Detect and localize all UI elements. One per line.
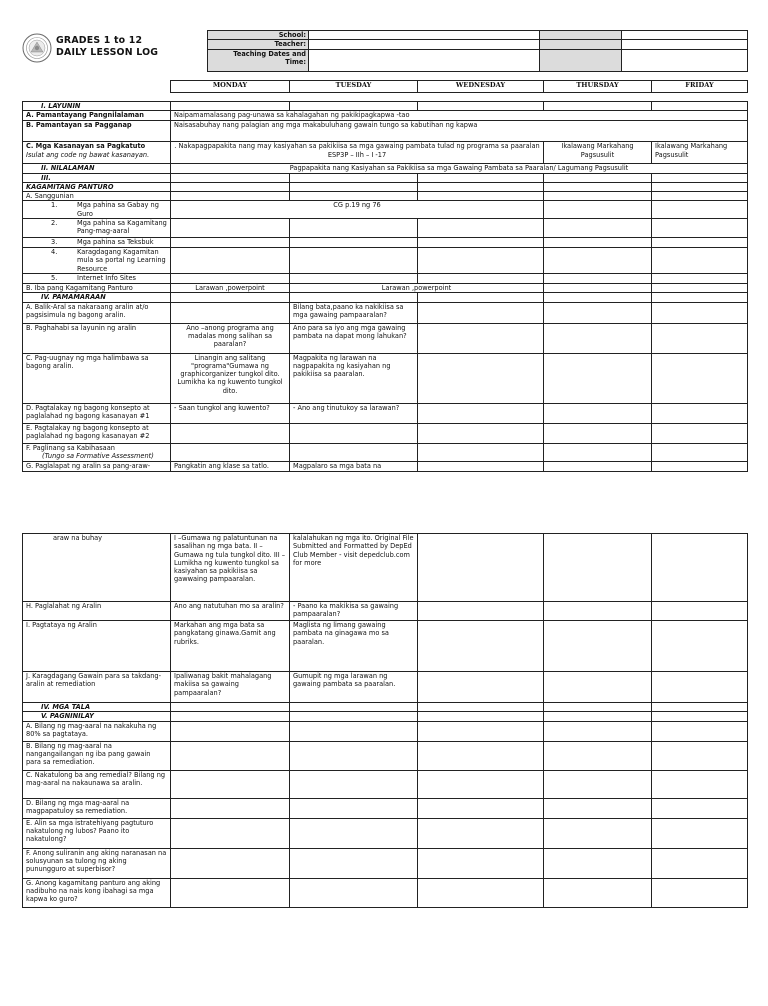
tuesday-cell: Bilang bata,paano ka nakikiisa sa mga gawaing pampaaralan? <box>290 302 418 323</box>
lesson-table-page-1 <box>22 101 748 472</box>
table-row <box>23 293 748 302</box>
table-row <box>23 111 748 121</box>
table-row: F. Paglinang sa Kabihasaan (Tungo sa Formative Assessment) <box>23 443 748 461</box>
kagamitang-heading: KAGAMITANG PANTURO <box>23 182 171 191</box>
deped-seal-logo <box>22 33 52 63</box>
row-content: Pagpapakita nang Kasiyahan sa Pakikiisa sa mga Gawaing Pambata sa Paaralan/ Lagumang Pagsusulit <box>171 164 748 173</box>
table-row: III. <box>23 173 748 182</box>
table-row <box>23 182 748 191</box>
monday-cell: Pangkatin ang klase sa tatlo. <box>171 461 290 471</box>
table-row <box>23 121 748 142</box>
monday-cell: Larawan ,powerpoint <box>171 283 290 292</box>
header-info-table <box>207 30 748 72</box>
teacher-label: Teacher: <box>208 40 309 49</box>
pagninilay-heading: V. PAGNINILAY <box>23 712 171 721</box>
tuesday-cell: Magpalaro sa mga bata na <box>290 461 418 471</box>
dates-label: Teaching Dates and Time: <box>208 49 309 71</box>
monday-cell: Ipaliwanag bakit mahalagang makiisa sa gawaing pampaaralan? <box>171 672 290 703</box>
layunin-heading: I. LAYUNIN <box>23 102 171 111</box>
table-row <box>23 142 748 164</box>
table-row: araw na buhay I –Gumawa ng palatuntunan na sasalihan ng mga bata. II – Gumawa ng tula tungkol dito. III – Lumikha ng kuwento tungkol sa kasiyahan sa pakikiisa sa gawwaing pampaaralan. kalalahukan ng mga ito. Original File Submitted and Formatted by DepEd Club Member - visit depedclub.com for more <box>23 534 748 602</box>
monday-cell: Ano ang natutuhan mo sa aralin? <box>171 602 290 621</box>
monday-cell: Ano –anong programa ang madalas mong salihan sa paaralan? <box>171 323 290 353</box>
table-row: A. Sanggunian <box>23 192 748 201</box>
row-content: Naipamamalasang pag-unawa sa kahalagahan ng pakikipagkapwa -tao <box>171 111 748 121</box>
day-thursday: THURSDAY <box>544 81 652 93</box>
table-row: B. Bilang ng mag-aaral na nangangailangan ng iba pang gawain para sa remediation. <box>23 741 748 770</box>
table-row: E. Pagtalakay ng bagong konsepto at paglalahad ng bagong kasanayan #2 <box>23 423 748 443</box>
table-row: H. Paglalahat ng Aralin Ano ang natutuhan mo sa aralin? - Paano ka makikisa sa gawaing pampaaralan? <box>23 602 748 621</box>
lesson-table-page-2 <box>22 533 748 908</box>
table-row: F. Anong suliranin ang aking naranasan na solusyunan sa tulong ng aking punungguro at superbisor? <box>23 848 748 878</box>
table-row: J. Karagdagang Gawain para sa takdang-aralin at remediation Ipaliwanag bakit mahalagang makiisa sa gawaing pampaaralan? Gumupit ng mga larawan ng gawaing pambata sa paaralan. <box>23 672 748 703</box>
pamamaraan-heading: IV. PAMAMARAAN <box>23 293 171 302</box>
row-content: . Nakapagpapakita nang may kasiyahan sa pakikiisa sa mga gawaing pambata tulad ng programa sa paaralan ESP3P – IIh – I -17 <box>171 142 544 164</box>
day-wednesday: WEDNESDAY <box>418 81 544 93</box>
row-label: C. Mga Kasanayan sa Pagkatuto Isulat ang code ng bawat kasanayan. <box>23 142 171 164</box>
monday-cell: Linangin ang salitang "programa"Gumawa ng graphicorganizer tungkol dito. Lumikha ka ng kuwento tungkol dito. <box>171 353 290 403</box>
monday-cell: Markahan ang mga bata sa pangkatang ginawa.Gamit ang rubriks. <box>171 621 290 672</box>
table-row: G. Anong kagamitang panturo ang aking nadibuho na nais kong ibahagi sa mga kapwa ko guro? <box>23 878 748 907</box>
row-label: A. Pamantayang Pangnilalaman <box>23 111 171 121</box>
day-header-row <box>170 80 748 93</box>
table-row: 2. Mga pahina sa Kagamitang Pang-mag-aaral <box>23 219 748 238</box>
tuesday-cell: - Paano ka makikisa sa gawaing pampaaralan? <box>290 602 418 621</box>
school-value[interactable] <box>309 31 540 40</box>
table-row <box>23 102 748 111</box>
table-row: B. Paghahabi sa layunin ng aralin Ano –anong programa ang madalas mong salihan sa paaralan? Ano para sa iyo ang mga gawaing pambata na dapat mong lahukan? <box>23 323 748 353</box>
tuesday-cell: - Ano ang tinutukoy sa larawan? <box>290 403 418 423</box>
table-row: I. Pagtataya ng Aralin Markahan ang mga bata sa pangkatang ginawa.Gamit ang rubriks. Maglista ng limang gawaing pambata na ginagawa mo sa paaralan. <box>23 621 748 672</box>
mga-tala-heading: IV. MGA TALA <box>23 703 171 712</box>
row-content: Larawan ,powerpoint <box>290 283 544 292</box>
table-row <box>23 712 748 721</box>
monday-cell: I –Gumawa ng palatuntunan na sasalihan ng mga bata. II – Gumawa ng tula tungkol dito. III – Lumikha ng kuwento tungkol sa kasiyahan sa pakikiisa sa gawwaing pampaaralan. <box>171 534 290 602</box>
table-row: B. Iba pang Kagamitang Panturo Larawan ,powerpoint Larawan ,powerpoint <box>23 283 748 292</box>
tuesday-cell: Ano para sa iyo ang mga gawaing pambata na dapat mong lahukan? <box>290 323 418 353</box>
table-row: E. Alin sa mga istratehiyang pagtuturo nakatulong ng lubos? Paano ito nakatulong? <box>23 818 748 848</box>
school-label: School: <box>208 31 309 40</box>
nilalaman-heading: II. NILALAMAN <box>23 164 171 173</box>
dates-value[interactable] <box>309 49 540 71</box>
row-content: Naisasabuhay nang palagian ang mga makabuluhang gawain tungo sa kabutihan ng kapwa <box>171 121 748 142</box>
tuesday-cell: Maglista ng limang gawaing pambata na ginagawa mo sa paaralan. <box>290 621 418 672</box>
title-line-2: DAILY LESSON LOG <box>56 47 159 58</box>
day-monday: MONDAY <box>171 81 290 93</box>
table-row: C. Pag-uugnay ng mga halimbawa sa bagong aralin. Linangin ang salitang "programa"Gumawa ng graphicorganizer tungkol dito. Lumikha ka ng kuwento tungkol dito. Magpakita ng larawan na nagpapakita ng kasiyahan ng pakikiisa sa paaralan. <box>23 353 748 403</box>
table-row: D. Pagtalakay ng bagong konsepto at paglalahad ng bagong kasanayan #1 - Saan tungkol ang kuwento? - Ano ang tinutukoy sa larawan? <box>23 403 748 423</box>
row-label: B. Pamantayan sa Pagganap <box>23 121 171 142</box>
row-content: CG p.19 ng 76 <box>171 201 544 219</box>
tuesday-cell: kalalahukan ng mga ito. Original File Submitted and Formatted by DepEd Club Member - visit depedclub.com for more <box>290 534 418 602</box>
table-row: 3. Mga pahina sa Teksbuk <box>23 238 748 248</box>
day-tuesday: TUESDAY <box>290 81 418 93</box>
teacher-value[interactable] <box>309 40 540 49</box>
monday-cell: - Saan tungkol ang kuwento? <box>171 403 290 423</box>
thursday-cell: Ikalawang Markahang Pagsusulit <box>544 142 652 164</box>
title-line-1: GRADES 1 to 12 <box>56 35 143 46</box>
table-row: D. Bilang ng mga mag-aaral na magpapatuloy sa remediation. <box>23 798 748 818</box>
table-row: 4. Karagdagang Kagamitan mula sa portal ng Learning Resource <box>23 248 748 274</box>
table-row: C. Nakatulong ba ang remedial? Bilang ng mag-aaral na nakaunawa sa aralin. <box>23 770 748 798</box>
table-row: 1. Mga pahina sa Gabay ng Guro CG p.19 ng 76 <box>23 201 748 219</box>
table-row: 5. Internet Info Sites <box>23 273 748 283</box>
table-row: A. Balik-Aral sa nakaraang aralin at/o pagsisimula ng bagong aralin. Bilang bata,paano ka nakikiisa sa mga gawaing pampaaralan? <box>23 302 748 323</box>
tuesday-cell: Magpakita ng larawan na nagpapakita ng kasiyahan ng pakikiisa sa paaralan. <box>290 353 418 403</box>
day-friday: FRIDAY <box>652 81 748 93</box>
friday-cell: Ikalawang Markahang Pagsusulit <box>652 142 748 164</box>
table-row: G. Paglalapat ng aralin sa pang-araw- Pangkatin ang klase sa tatlo. Magpalaro sa mga bata na <box>23 461 748 471</box>
table-row: A. Bilang ng mag-aaral na nakakuha ng 80% sa pagtataya. <box>23 721 748 741</box>
table-row <box>23 703 748 712</box>
table-row <box>23 164 748 173</box>
tuesday-cell: Gumupit ng mga larawan ng gawaing pambata sa paaralan. <box>290 672 418 703</box>
